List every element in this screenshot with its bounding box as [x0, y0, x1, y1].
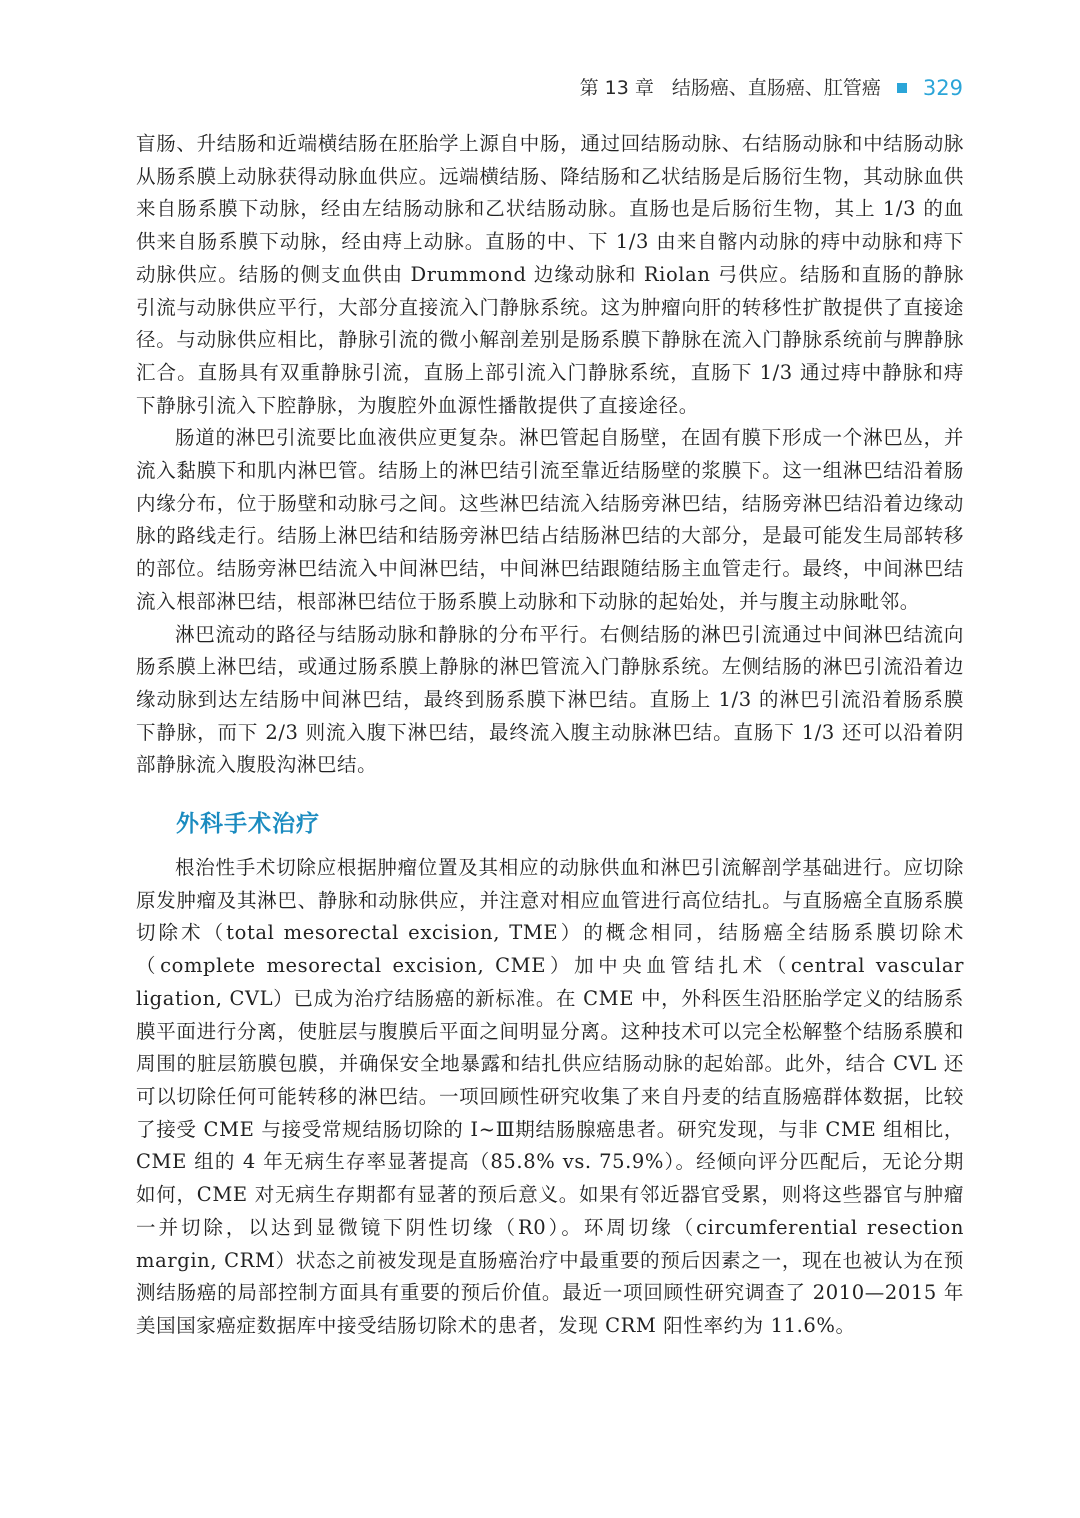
body-paragraph-2: 肠道的淋巴引流要比血液供应更复杂。淋巴管起自肠壁，在固有膜下形成一个淋巴丛，并流入黏膜下和肌内淋巴管。结肠上的淋巴结引流至靠近结肠壁的浆膜下。这一组淋巴结沿着肠内缘分布，位于肠壁和动脉弓之间。这些淋巴结流入结肠旁淋巴结，结肠旁淋巴结沿着边缘动脉的路线走行。结肠上淋巴结和结肠旁淋巴结占结肠淋巴结的大部分，是最可能发生局部转移的部位。结肠旁淋巴结流入中间淋巴结，中间淋巴结跟随结肠主血管走行。最终，中间淋巴结流入根部淋巴结，根部淋巴结位于肠系膜上动脉和下动脉的起始处，并与腹主动脉毗邻。: [136, 426, 964, 613]
page-content: [136, 128, 964, 1343]
chapter-number: 第 13 章: [579, 77, 654, 99]
header-square-icon: [897, 83, 907, 93]
body-paragraph-1: 盲肠、升结肠和近端横结肠在胚胎学上源自中肠，通过回结肠动脉、右结肠动脉和中结肠动脉从肠系膜上动脉获得动脉血供应。远端横结肠、降结肠和乙状结肠是后肠衍生物，其动脉血供来自肠系膜下动脉，经由左结肠动脉和乙状结肠动脉。直肠也是后肠衍生物，其上 1/3 的血供来自肠系膜下动脉，经由痔上动脉。直肠的中、下 1/3 由来自髂内动脉的痔中动脉和痔下动脉供应。结肠的侧支血供由 Drummond 边缘动脉和 Riolan 弓供应。结肠和直肠的静脉引流与动脉供应平行，大部分直接流入门静脉系统。这为肿瘤向肝的转移性扩散提供了直接途径。与动脉供应相比，静脉引流的微小解剖差别是肠系膜下静脉在流入门静脉系统前与脾静脉汇合。直肠具有双重静脉引流，直肠上部引流入门静脉系统，直肠下 1/3 通过痔中静脉和痔下静脉引流入下腔静脉，为腹腔外血源性播散提供了直接途径。: [136, 132, 964, 417]
section-heading: 外科手术治疗: [176, 810, 320, 838]
body-paragraph-3: 淋巴流动的路径与结肠动脉和静脉的分布平行。右侧结肠的淋巴引流通过中间淋巴结流向肠系膜上淋巴结，或通过肠系膜上静脉的淋巴管流入门静脉系统。左侧结肠的淋巴引流沿着边缘动脉到达左结肠中间淋巴结，最终到肠系膜下淋巴结。直肠上 1/3 的淋巴引流沿着肠系膜下静脉，而下 2/3 则流入腹下淋巴结，最终流入腹主动脉淋巴结。直肠下 1/3 还可以沿着阴部静脉流入腹股沟淋巴结。: [136, 622, 964, 777]
chapter-title: 结肠癌、直肠癌、肛管癌: [671, 77, 881, 99]
section-paragraph-1: 根治性手术切除应根据肿瘤位置及其相应的动脉供血和淋巴引流解剖学基础进行。应切除原发肿瘤及其淋巴、静脉和动脉供应，并注意对相应血管进行高位结扎。与直肠癌全直肠系膜切除术（total mesorectal excision, TME）的概念相同，结肠癌全结肠系膜切除术（complete mesorectal excision, CME）加中央血管结扎术（central vascular ligation, CVL）已成为治疗结肠癌的新标准。在 CME 中，外科医生沿胚胎学定义的结肠系膜平面进行分离，使脏层与腹膜后平面之间明显分离。这种技术可以完全松解整个结肠系膜和周围的脏层筋膜包膜，并确保安全地暴露和结扎供应结肠动脉的起始部。此外，结合 CVL 还可以切除任何可能转移的淋巴结。一项回顾性研究收集了来自丹麦的结直肠癌群体数据，比较了接受 CME 与接受常规结肠切除的 I~Ⅲ期结肠腺癌患者。研究发现，与非 CME 组相比，CME 组的 4 年无病生存率显著提高（85.8% vs. 75.9%）。经倾向评分匹配后，无论分期如何，CME 对无病生存期都有显著的预后意义。如果有邻近器官受累，则将这些器官与肿瘤一并切除，以达到显微镜下阴性切缘（R0）。环周切缘（circumferential resection margin, CRM）状态之前被发现是直肠癌治疗中最重要的预后因素之一，现在也被认为在预测结肠癌的局部控制方面具有重要的预后价值。最近一项回顾性研究调查了 2010—2015 年美国国家癌症数据库中接受结肠切除术的患者，发现 CRM 阳性率约为 11.6%。: [136, 856, 964, 1337]
running-header: [580, 74, 963, 102]
page-number: 329: [922, 76, 963, 100]
